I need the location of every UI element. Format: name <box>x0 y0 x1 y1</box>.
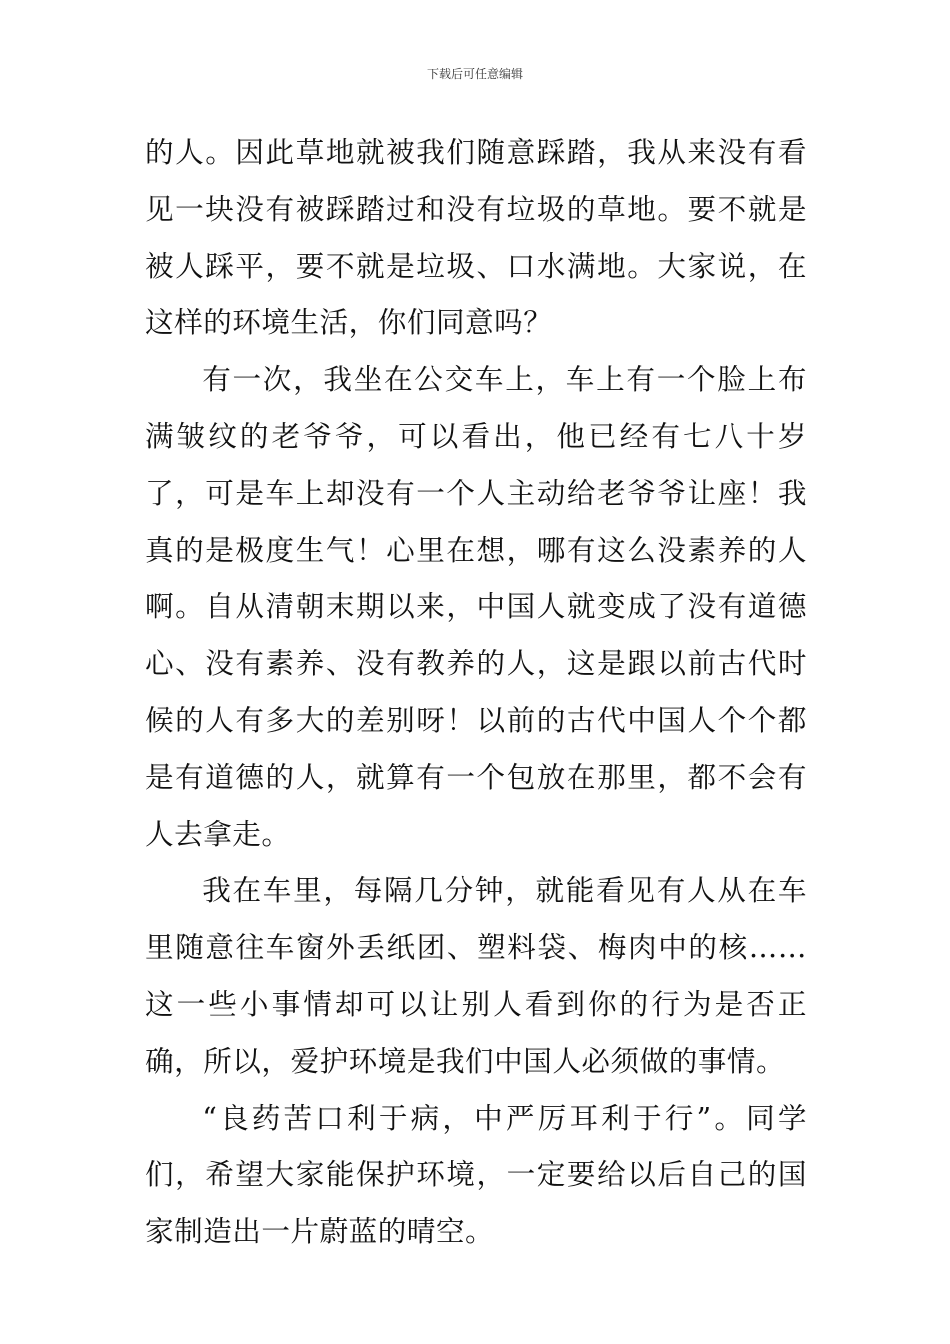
document-body <box>145 124 807 1260</box>
paragraph-conclusion: “良药苦口利于病，中严厉耳利于行”。同学们，希望大家能保护环境，一定要给以后自己的国家制造出一片蔚蓝的晴空。 <box>145 1100 807 1249</box>
paragraph-bus-story: 有一次，我坐在公交车上，车上有一个脸上布满皱纹的老爷爷，可以看出，他已经有七八十岁了，可是车上却没有一个人主动给老爷爷让座！我真的是极度生气！心里在想，哪有这么没素养的人啊。自从清朝末期以来，中国人就变成了没有道德心、没有素养、没有教养的人，这是跟以前古代时候的人有多大的差别呀！以前的古代中国人个个都是有道德的人，就算有一个包放在那里，都不会有人去拿走。 <box>145 362 807 851</box>
paragraph-litter: 我在车里，每隔几分钟，就能看见有人从在车里随意往车窗外丢纸团、塑料袋、梅肉中的核……这一些小事情却可以让别人看到你的行为是否正确，所以，爱护环境是我们中国人必须做的事情。 <box>145 873 807 1078</box>
page-header: 下载后可任意编辑 <box>426 67 523 81</box>
paragraph-continuation: 的人。因此草地就被我们随意踩踏，我从来没有看见一块没有被踩踏过和没有垃圾的草地。要不就是被人踩平，要不就是垃圾、口水满地。大家说，在这样的环境生活，你们同意吗？ <box>145 135 807 340</box>
